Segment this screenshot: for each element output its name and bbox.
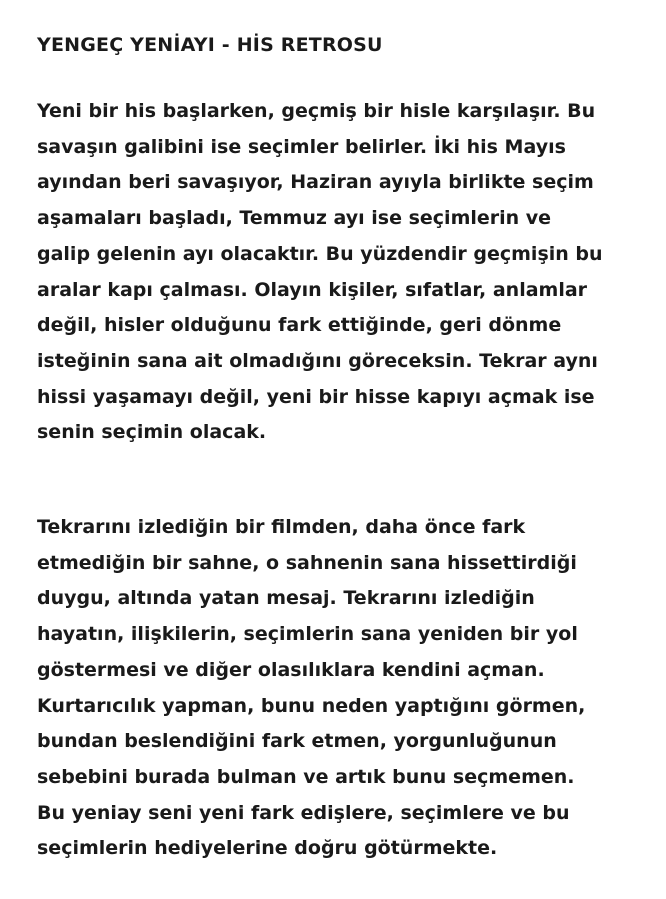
paragraph-line: senin seçimin olacak. (37, 421, 267, 444)
paragraph-line: savaşın galibini ise seçimler belirler. İki his Mayıs (37, 135, 566, 158)
paragraph-line: aralar kapı çalması. Olayın kişiler, sıfatlar, anlamlar (37, 278, 588, 301)
paragraph-line: Tekrarını izlediğin bir filmden, daha önce fark (37, 516, 526, 538)
paragraph-2 (37, 510, 585, 867)
paragraph-line: bundan beslendiğini fark etmen, yorgunluğunun (37, 730, 557, 753)
paragraph-line: Yeni bir his başlarken, geçmiş bir hisle karşılaşır. Bu (37, 100, 596, 122)
paragraph-1 (37, 94, 603, 451)
paragraph-line: galip gelenin ayı olacaktır. Bu yüzdendir geçmişin bu (37, 242, 603, 265)
paragraph-line: isteğinin sana ait olmadığını göreceksin. Tekrar aynı (37, 349, 598, 372)
paragraph-line: göstermesi ve diğer olasılıklara kendini açman. (37, 658, 545, 681)
paragraph-line: seçimlerin hediyelerine doğru götürmekte. (37, 837, 498, 860)
paragraph-line: Kurtarıcılık yapman, bunu neden yaptığını görmen, (37, 694, 586, 717)
document-title: YENGEÇ YENİAYI - HİS RETROSU (37, 34, 383, 56)
paragraph-line: değil, hisler olduğunu fark ettiğinde, geri dönme (37, 314, 562, 337)
paragraph-line: Bu yeniay seni yeni fark edişlere, seçimlere ve bu (37, 801, 570, 824)
paragraph-line: sebebini burada bulman ve artık bunu seçmemen. (37, 765, 575, 788)
paragraph-line: etmediğin bir sahne, o sahnenin sana hissettirdiği (37, 551, 577, 574)
paragraph-line: ayından beri savaşıyor, Haziran ayıyla birlikte seçim (37, 171, 594, 194)
paragraph-line: aşamaları başladı, Temmuz ayı ise seçimlerin ve (37, 207, 552, 230)
paragraph-line: duygu, altında yatan mesaj. Tekrarını izlediğin (37, 587, 535, 610)
paragraph-line: hayatın, ilişkilerin, seçimlerin sana yeniden bir yol (37, 623, 578, 646)
paragraph-line: hissi yaşamayı değil, yeni bir hisse kapıyı açmak ise (37, 385, 595, 408)
